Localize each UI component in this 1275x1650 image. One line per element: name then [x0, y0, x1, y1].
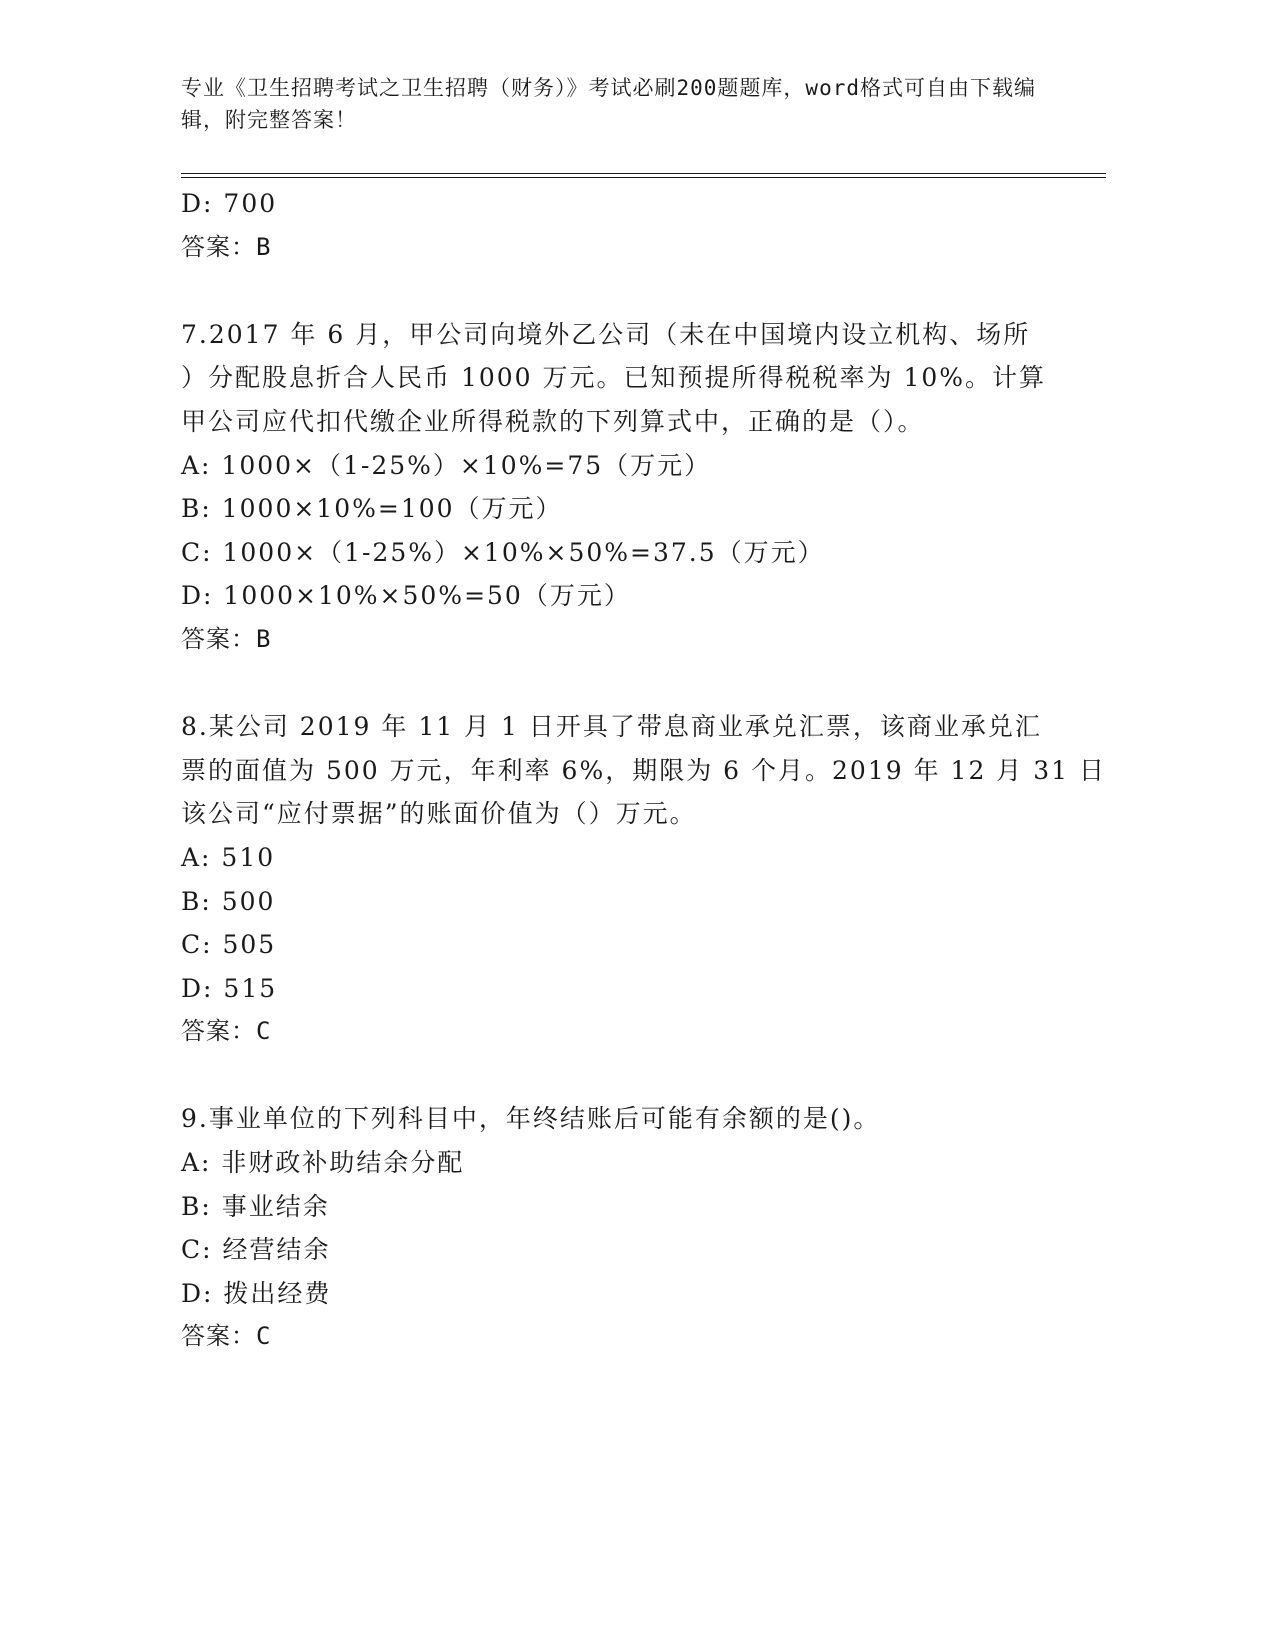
question-7: [181, 313, 1061, 662]
question-7-stem-line-2: ）分配股息折合人民币 1000 万元。已知预提所得税税率为 10%。计算: [181, 363, 1047, 393]
question-9-option-a: A: 非财政补助结余分配: [181, 1148, 465, 1178]
question-7-answer: 答案：B: [181, 624, 272, 653]
question-8-answer: 答案：C: [181, 1017, 272, 1046]
question-7-option-a: A: 1000×（1-25%）×10%=75（万元）: [181, 450, 712, 480]
question-9-answer: 答案：C: [181, 1322, 272, 1351]
question-7-option-d: D: 1000×10%×50%=50（万元）: [181, 581, 631, 611]
question-9-option-d: D: 拨出经费: [181, 1278, 332, 1308]
question-8-option-b: B: 500: [181, 886, 276, 916]
question-9-option-c: C: 经营结余: [181, 1235, 331, 1265]
prev-option-d: D: 700: [181, 189, 278, 218]
header-divider-top: [181, 173, 1106, 174]
question-content: [181, 182, 1106, 1359]
question-8: [181, 705, 1106, 1054]
document-header: [181, 72, 1041, 136]
header-divider-bottom: [181, 177, 1106, 178]
spacer: [181, 269, 1061, 313]
prev-answer: 答案：B: [181, 232, 272, 261]
question-7-option-c: C: 1000×（1-25%）×10%×50%=37.5（万元）: [181, 537, 825, 567]
question-9: [181, 1097, 1061, 1359]
question-9-stem-line-1: 9.事业单位的下列科目中，年终结账后可能有余额的是()。: [181, 1104, 881, 1134]
header-title: 专业《卫生招聘考试之卫生招聘（财务）》考试必刷200题题库，word格式可自由下载编辑，附完整答案！: [181, 76, 1036, 132]
question-8-stem-line-2: 票的面值为 500 万元，年利率 6%，期限为 6 个月。2019 年 12 月 31 日: [181, 755, 1106, 785]
spacer: [181, 1054, 1061, 1098]
question-7-stem-line-3: 甲公司应代扣代缴企业所得税款的下列算式中，正确的是（）。: [181, 406, 925, 436]
question-8-option-a: A: 510: [181, 842, 276, 872]
question-8-option-d: D: 515: [181, 973, 278, 1003]
question-8-stem-line-3: 该公司“应付票据”的账面价值为（）万元。: [181, 799, 697, 829]
spacer: [181, 662, 1061, 706]
question-8-stem-line-1: 8.某公司 2019 年 11 月 1 日开具了带息商业承兑汇票，该商业承兑汇: [181, 712, 1042, 742]
question-8-option-c: C: 505: [181, 930, 277, 960]
question-7-stem-line-1: 7.2017 年 6 月，甲公司向境外乙公司（未在中国境内设立机构、场所: [181, 319, 1031, 349]
question-9-option-b: B: 事业结余: [181, 1191, 330, 1221]
question-7-option-b: B: 1000×10%=100（万元）: [181, 494, 563, 524]
